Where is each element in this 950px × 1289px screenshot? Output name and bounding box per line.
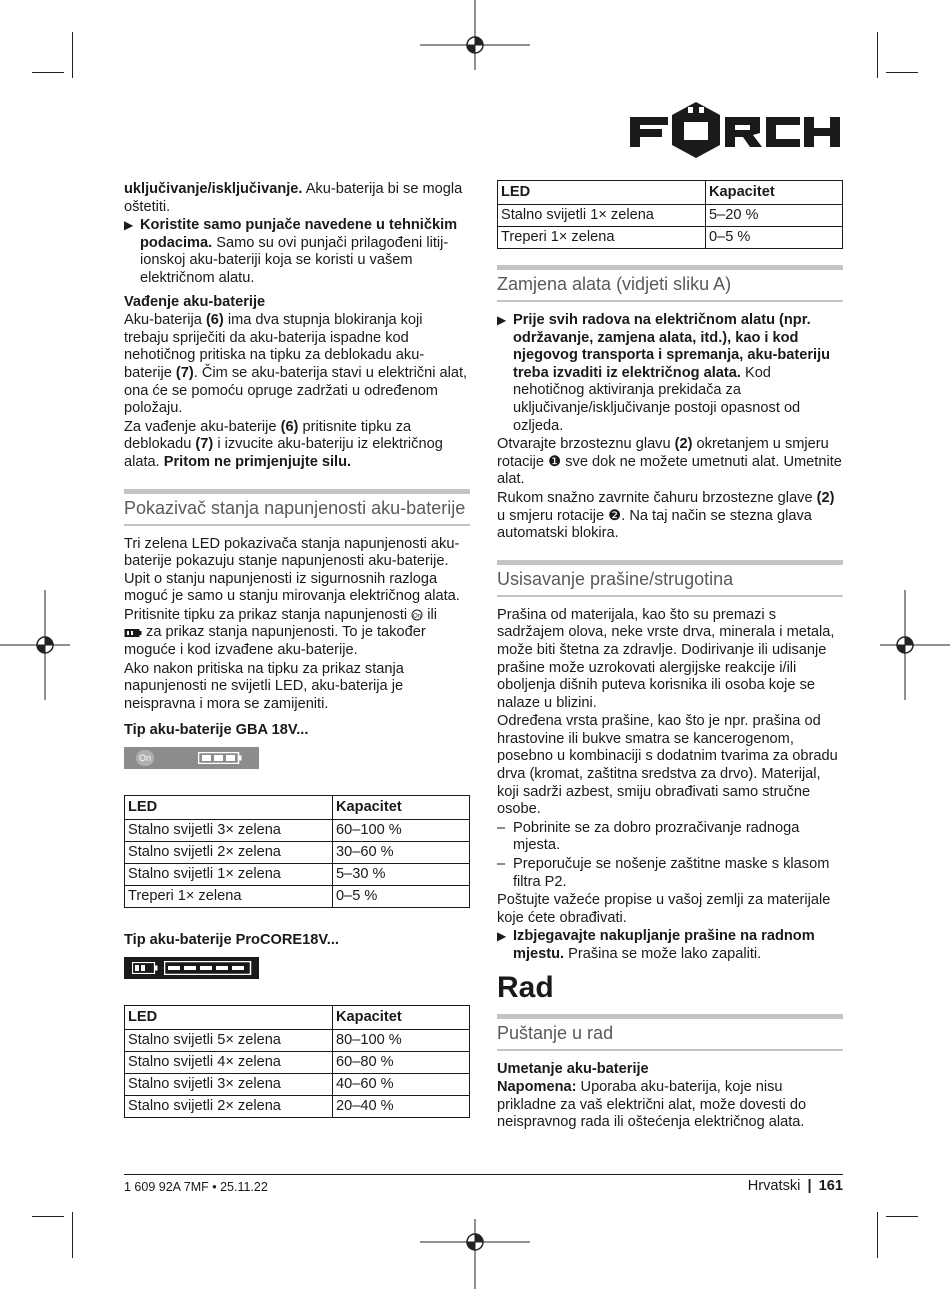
registration-mark-left-icon bbox=[0, 590, 70, 700]
footer-code: 1 609 92A 7MF • 25.11.22 bbox=[124, 1180, 268, 1194]
remove-battery-heading: Vađenje aku-baterije bbox=[124, 293, 266, 310]
dust-dash-2: – Preporučuje se nošenje zaštitne maske s klasom filtra P2. bbox=[497, 856, 830, 890]
table-row: Stalno svijetli 3× zelena 40–60 % bbox=[125, 1073, 470, 1095]
table-row: Stalno svijetli 4× zelena 60–80 % bbox=[125, 1051, 470, 1073]
charge-p3: Ako nakon pritiska na tipku za prikaz stanja napunjenosti ne svijetli LED, aku-baterija je neispravna i mora se zamijeniti. bbox=[124, 660, 404, 712]
intro-paragraph: uključivanje/isključivanje. Aku-baterija bi se mogla oštetiti. bbox=[124, 181, 463, 215]
charge-p2: Pritisnite tipku za prikaz stanja napunjenosti On ili za prikaz stanja napunjenosti. To je također moguće i kod izvađene aku-baterije. bbox=[124, 606, 437, 659]
forch-logo-icon bbox=[628, 100, 842, 160]
table-row: Treperi 1× zelena 0–5 % bbox=[498, 227, 843, 249]
table-row: Stalno svijetli 2× zelena 30–60 % bbox=[125, 842, 470, 864]
bullet-triangle-icon: ▶ bbox=[497, 929, 507, 944]
dust-dash-1: – Pobrinite se za dobro prozračivanje radnoga mjesta. bbox=[497, 819, 800, 854]
procore-heading: Tip aku-baterije ProCORE18V... bbox=[124, 932, 339, 949]
battery-indicator-icon bbox=[124, 628, 142, 638]
procore-small-battery-icon bbox=[132, 962, 158, 974]
procore-led-bar-icon bbox=[164, 961, 254, 975]
charger-warning: ▶ Koristite samo punjače navedene u tehničkim podacima. Samo su ovi punjači prilagođeni litij-ionskoj aku-bateriji koja se koristi u vašem električnom alatu. bbox=[124, 217, 458, 286]
charge-p1: Tri zelena LED pokazivača stanja napunjenosti aku-baterije pokazuju stanje napunjenosti aku-baterije. Upit o stanju napunjenosti iz sigurnosnih razloga moguć je samo u stanju mirovanja električnog alata. bbox=[124, 535, 460, 605]
left-column bbox=[124, 181, 470, 1118]
table-row: Stalno svijetli 2× zelena 20–40 % bbox=[125, 1095, 470, 1117]
gba-capacity-table bbox=[124, 795, 470, 908]
registration-mark-right-icon bbox=[880, 590, 950, 700]
section-heading-tool-change: Zamjena alata (vidjeti sliku A) bbox=[497, 265, 843, 302]
table-row: Stalno svijetli 5× zelena 80–100 % bbox=[125, 1029, 470, 1051]
on-button-icon bbox=[411, 609, 423, 621]
insert-battery-heading: Umetanje aku-baterije bbox=[497, 1060, 649, 1077]
procore-capacity-table-continued bbox=[497, 180, 843, 249]
page-number: 161 bbox=[818, 1178, 843, 1194]
section-heading-charge-indicator: Pokazivač stanja napunjenosti aku-baterije bbox=[124, 489, 470, 526]
rotation-1-icon: ❶ bbox=[548, 453, 562, 470]
brand-logo bbox=[628, 100, 842, 160]
bullet-triangle-icon: ▶ bbox=[497, 313, 507, 327]
section-heading-dust: Usisavanje prašine/strugotina bbox=[497, 560, 843, 597]
table-row: Stalno svijetli 3× zelena 60–100 % bbox=[125, 820, 470, 842]
right-column bbox=[497, 180, 843, 1133]
bullet-triangle-icon: ▶ bbox=[124, 218, 134, 233]
tool-p1: Otvarajte brzosteznu glavu (2) okretanjem u smjeru rotacije ❶ sve dok ne možete umetnuti alat. Umetnite alat. bbox=[497, 436, 842, 488]
table-row: Stalno svijetli 1× zelena 5–30 % bbox=[125, 864, 470, 886]
dust-p2: Određena vrsta prašine, kao što je npr. prašina od hrastovine ili bukve smatra se kancerogenom, posebno u kombinaciji s dodatnim tvarima za obradu drva (kromat, zaštitna sredstva za drvo). Materijal, koji sadrži azbest, smiju obrađivati samo stručne osobe. bbox=[497, 713, 838, 818]
note-paragraph: Napomena: Uporaba aku-baterija, koje nisu prikladne za vaš električni alat, može dovesti do neispravnog rada ili oštećenja električnog alata. bbox=[497, 1079, 807, 1131]
remove-battery-p2: Za vađenje aku-baterije (6) pritisnite tipku za deblokadu (7) i izvucite aku-bateriju iz električnog alata. Pritom ne primjenjujte silu. bbox=[124, 418, 443, 470]
procore-capacity-table bbox=[124, 1005, 470, 1118]
gba-on-button-icon: On bbox=[136, 750, 154, 766]
table-row: Treperi 1× zelena 0–5 % bbox=[125, 886, 470, 908]
tool-p2: Rukom snažno zavrnite čahuru brzostezne glave (2) u smjeru rotacije ❷. Na taj način se stezna glava automatski blokira. bbox=[497, 489, 835, 542]
dust-warning: ▶ Izbjegavajte nakupljanje prašine na radnom mjestu. Prašina se može lako zapaliti. bbox=[497, 928, 815, 962]
table-header-row: LED Kapacitet bbox=[125, 1005, 470, 1029]
footer-rule bbox=[124, 1174, 843, 1175]
footer-separator: | bbox=[807, 1178, 812, 1194]
chapter-heading-rad: Rad bbox=[497, 970, 554, 1004]
remove-battery-p1: Aku-baterija (6) ima dva stupnja blokiranja koji trebaju spriječiti da aku-baterija ispadne kod nehotičnog pritiska na tipku za deblokadu aku-baterije (7). Čim se aku-baterija stavi u električni alat, ona će se pomoću opruge zadržati u određenom položaju. bbox=[124, 312, 468, 417]
table-row: Stalno svijetli 1× zelena 5–20 % bbox=[498, 205, 843, 227]
registration-mark-top-icon bbox=[420, 0, 530, 70]
svg-text:On: On bbox=[413, 613, 422, 620]
tool-warning: ▶ Prije svih radova na električnom alatu (npr. održavanje, zamjena alata, itd.), kao i kod njegovog transporta i spremanja, aku-bateriju treba izvaditi iz električnog alata. Kod nehotičnog aktiviranja prekidača za uključivanje/isključivanje postoji opasnost od ozljeda. bbox=[497, 312, 831, 434]
table-header-row: LED Kapacitet bbox=[125, 796, 470, 820]
table-header-row: LED Kapacitet bbox=[498, 181, 843, 205]
procore-battery-illustration bbox=[124, 957, 259, 979]
dust-p1: Prašina od materijala, kao što su premazi s sadržajem olova, neke vrste drva, minerala i metala, može biti štetna za zdravlje. Dodirivanje ili udisanje prašine može uzrokovati alergijske reakcije i/ili oboljenja dišnih puteva korisnika ili osoba koje se nalaze u blizini. bbox=[497, 606, 835, 711]
footer-page bbox=[748, 1178, 843, 1194]
section-heading-start: Puštanje u rad bbox=[497, 1014, 843, 1051]
registration-mark-bottom-icon bbox=[420, 1219, 530, 1289]
gba-heading: Tip aku-baterije GBA 18V... bbox=[124, 722, 309, 739]
footer-language: Hrvatski bbox=[747, 1178, 801, 1194]
dust-p3: Poštujte važeće propise u vašoj zemlji za materijale koje ćete obrađivati. bbox=[497, 892, 831, 926]
gba-battery-illustration bbox=[124, 747, 259, 769]
gba-led-bar-icon bbox=[198, 752, 242, 764]
rotation-2-icon: ❷ bbox=[608, 507, 622, 524]
